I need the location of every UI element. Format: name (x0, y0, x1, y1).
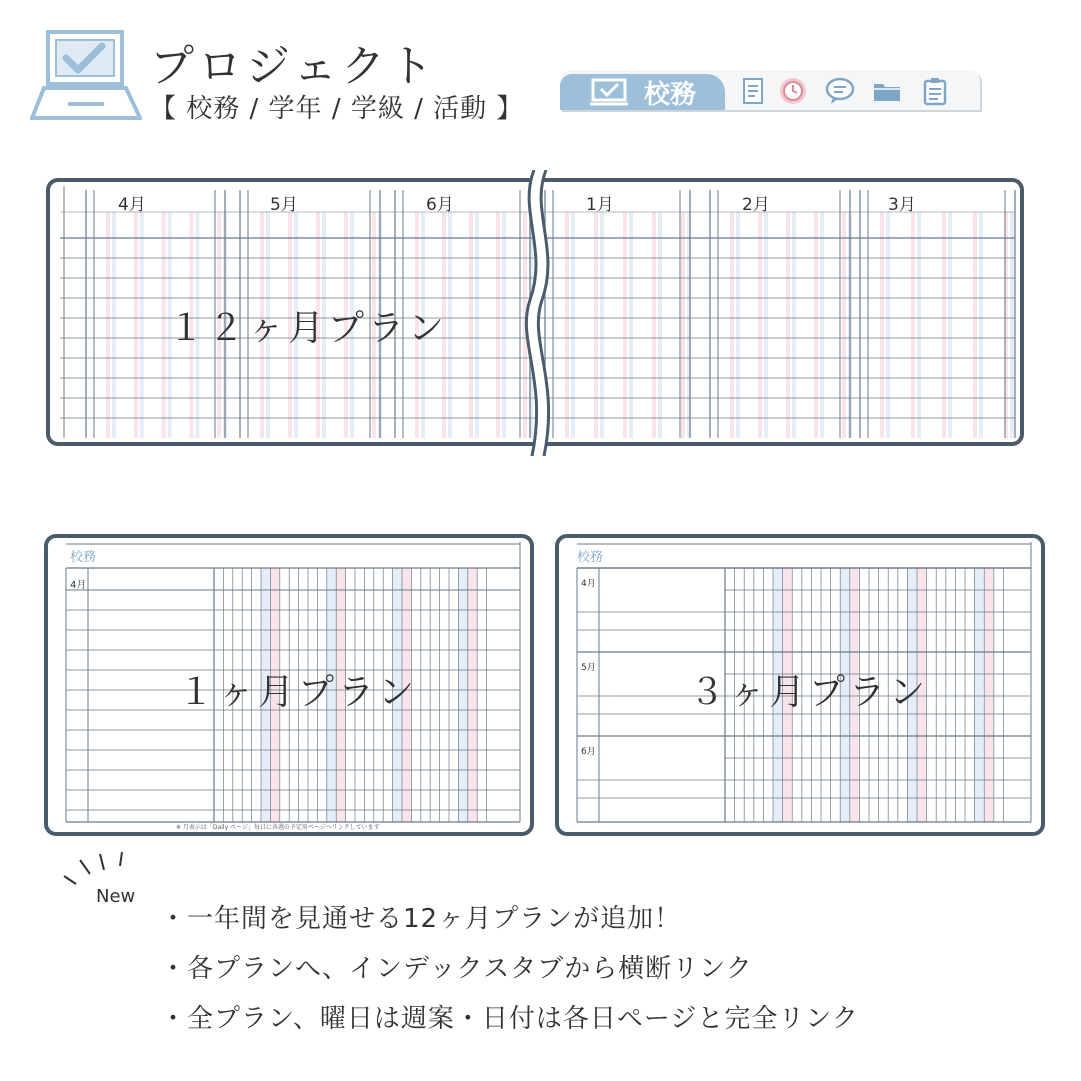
weekend-column (629, 212, 633, 438)
weekend-column (496, 212, 500, 438)
month-label: 6月 (581, 747, 596, 757)
weekend-column (502, 212, 506, 438)
feature-bullet: ・各プランへ、インデックスタブから横断リンク (160, 954, 753, 984)
chat-bubble-icon[interactable] (825, 76, 855, 106)
three-month-plan-label: ３ヶ月プラン (689, 672, 930, 713)
weekend-column (652, 212, 656, 438)
plan-tab-label: 校務 (70, 550, 97, 565)
weekend-column (600, 212, 604, 438)
clipboard-icon[interactable] (920, 76, 950, 106)
weekend-column (820, 212, 824, 438)
weekend-column (786, 212, 790, 438)
weekend-column (112, 212, 116, 438)
monitor-check-icon (590, 78, 628, 106)
weekend-column (594, 212, 598, 438)
month-label: 5月 (270, 195, 298, 215)
month-label: 4月 (70, 580, 87, 591)
feature-bullet: ・一年間を見通せる12ヶ月プランが追加！ (160, 904, 682, 934)
document-icon[interactable] (738, 76, 768, 106)
weekend-column (975, 568, 984, 822)
weekend-column (911, 212, 915, 438)
weekend-column (140, 212, 144, 438)
weekend-column (764, 212, 768, 438)
weekend-column (979, 212, 983, 438)
one-month-plan-preview (44, 534, 534, 836)
folder-icon[interactable] (872, 76, 902, 106)
weekend-column (469, 212, 473, 438)
laptop-check-icon (30, 28, 142, 124)
month-label: 4月 (118, 195, 146, 215)
weekend-column (458, 568, 467, 822)
tab-koumu-label: 校務 (644, 79, 697, 110)
footnote: ※ 月表示は「Daily ページ」毎日に各週の予定用ページへリンクしています (176, 824, 380, 831)
three-month-plan-preview (555, 534, 1045, 836)
month-label: 3月 (888, 195, 916, 215)
new-badge: New (96, 886, 136, 907)
sparkle-rays-icon (60, 850, 130, 890)
weekend-column (814, 212, 818, 438)
weekend-column (948, 212, 952, 438)
month-label: 2月 (742, 195, 770, 215)
weekend-column (571, 212, 575, 438)
weekend-column (623, 212, 627, 438)
page-subtitle: 【 校務 / 学年 / 学級 / 活動 】 (150, 94, 524, 124)
weekend-column (842, 212, 846, 438)
weekend-column (106, 212, 110, 438)
weekend-column (736, 212, 740, 438)
twelve-month-plan-label: １２ヶ月プラン (168, 308, 449, 349)
tab-koumu[interactable] (560, 74, 725, 110)
month-label: 6月 (426, 195, 454, 215)
weekend-column (162, 212, 166, 438)
weekend-column (758, 212, 762, 438)
weekend-column (880, 212, 884, 438)
weekend-column (475, 212, 479, 438)
weekend-column (658, 212, 662, 438)
weekend-column (1010, 212, 1014, 438)
weekend-column (681, 212, 685, 438)
page-title: プロジェクト (150, 41, 438, 92)
month-label: 4月 (581, 579, 596, 589)
weekend-column (792, 212, 796, 438)
month-label: 1月 (586, 195, 614, 215)
plan-tab-label: 校務 (577, 550, 604, 565)
weekend-column (565, 212, 569, 438)
clock-icon[interactable] (778, 76, 808, 106)
one-month-plan-label: １ヶ月プラン (178, 672, 419, 713)
weekend-column (448, 212, 452, 438)
page-break-wave (520, 170, 560, 456)
weekend-column (134, 212, 138, 438)
month-label: 5月 (581, 663, 596, 673)
weekend-column (973, 212, 977, 438)
weekend-column (468, 568, 477, 822)
weekend-column (917, 212, 921, 438)
weekend-column (984, 568, 993, 822)
weekend-column (942, 212, 946, 438)
weekend-column (730, 212, 734, 438)
feature-bullet: ・全プラン、曜日は週案・日付は各日ページと完全リンク (160, 1004, 859, 1034)
index-tab-strip (560, 70, 980, 114)
weekend-column (886, 212, 890, 438)
